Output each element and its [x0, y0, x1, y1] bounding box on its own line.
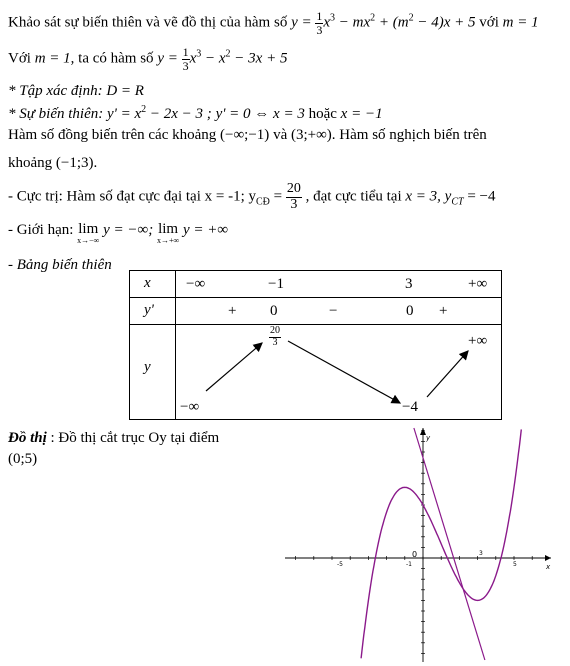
- graph-point: (0;5): [8, 451, 38, 467]
- domain-line: * Tập xác định: D = R: [8, 83, 144, 99]
- x-tick-label: 5: [513, 561, 517, 568]
- function-fraction: $\frac{1}{3}$: [182, 45, 189, 73]
- x-tick-label: 3: [479, 550, 483, 557]
- table-y-end: +∞: [468, 333, 488, 349]
- graph-caption: Đồ thị : Đồ thị cắt trục Oy tại điểm: [8, 430, 220, 446]
- problem-with: với: [479, 14, 499, 31]
- limits-line: - Giới hạn: lim x→−∞ y = −∞; lim x→+∞ y = +∞: [8, 221, 229, 245]
- table-title: - Bảng biến thiên: [8, 257, 112, 273]
- variation-table: [129, 270, 502, 420]
- table-y-min: −4: [402, 399, 418, 415]
- x-tick-label: -1: [406, 561, 412, 568]
- problem-y: y =: [291, 14, 312, 31]
- origin-label: 0: [412, 550, 418, 559]
- table-y-max: $\frac{20}{3}$: [270, 325, 280, 348]
- arrow-down: [288, 341, 400, 403]
- function-line: Với m = 1, ta có hàm số y = $\frac{1}{3}$ $x^3 - x^2 - 3x + 5$: [8, 45, 288, 73]
- graph-title: Đồ thị: [8, 430, 47, 446]
- extrema-line: - Cực trị: Hàm số đạt cực đại tại x = -1; $y_{CĐ}$ = $\frac{20}{3}$ , đạt cực tiểu tại x = 3, $y_{CT} = -4$: [8, 181, 496, 212]
- monotone-line-1: Hàm số đồng biến trên các khoảng (−∞;−1) và (3;+∞). Hàm số nghịch biến trên: [8, 127, 487, 143]
- function-curve: [361, 429, 521, 658]
- table-arrows: [130, 271, 501, 419]
- arrow-up: [206, 343, 262, 391]
- table-yp-sign: +: [439, 303, 448, 319]
- limit-plus-inf: lim x→+∞: [156, 221, 180, 245]
- function-plot: [285, 424, 560, 664]
- table-x-label: x: [144, 275, 151, 291]
- x-axis-label: x: [546, 563, 551, 571]
- table-x-value: −∞: [186, 276, 206, 292]
- x-tick-label: -5: [337, 561, 343, 568]
- extrema-fraction: $\frac{20}{3}$: [286, 181, 301, 212]
- problem-fraction: $\frac{1}{3}$: [316, 9, 323, 37]
- limit-minus-inf: lim x→−∞: [77, 221, 100, 245]
- table-x-value: +∞: [468, 276, 488, 292]
- table-y-label: y: [144, 359, 151, 375]
- table-yp-sign: +: [228, 303, 237, 319]
- table-x-value: −1: [268, 276, 284, 292]
- problem-prefix: Khảo sát sự biến thiên và vẽ đồ thị của hàm số: [8, 14, 288, 31]
- problem-statement: Khảo sát sự biến thiên và vẽ đồ thị của hàm số y = $\frac{1}{3}$ $x^3 - mx^2 + (m^2 - 4)x + 5$ với m = 1: [8, 9, 539, 37]
- variation-line: * Sự biến thiên: $y' = x^2 - 2x - 3$ ; y' = 0 ⇔ x = 3 hoặc x = −1: [8, 104, 383, 122]
- arrow-up: [427, 351, 468, 397]
- table-yp-label: y': [144, 302, 154, 318]
- monotone-line-2: khoảng (−1;3).: [8, 155, 98, 171]
- x-axis-arrow-icon: [545, 555, 551, 561]
- table-yp-zero: 0: [270, 303, 278, 319]
- table-yp-sign: −: [329, 303, 338, 319]
- table-x-value: 3: [405, 276, 413, 292]
- function-curve: [414, 428, 485, 660]
- problem-condition: m = 1: [502, 14, 539, 31]
- y-axis-label: y: [426, 434, 431, 442]
- table-yp-zero: 0: [406, 303, 414, 319]
- table-y-start: −∞: [180, 399, 200, 415]
